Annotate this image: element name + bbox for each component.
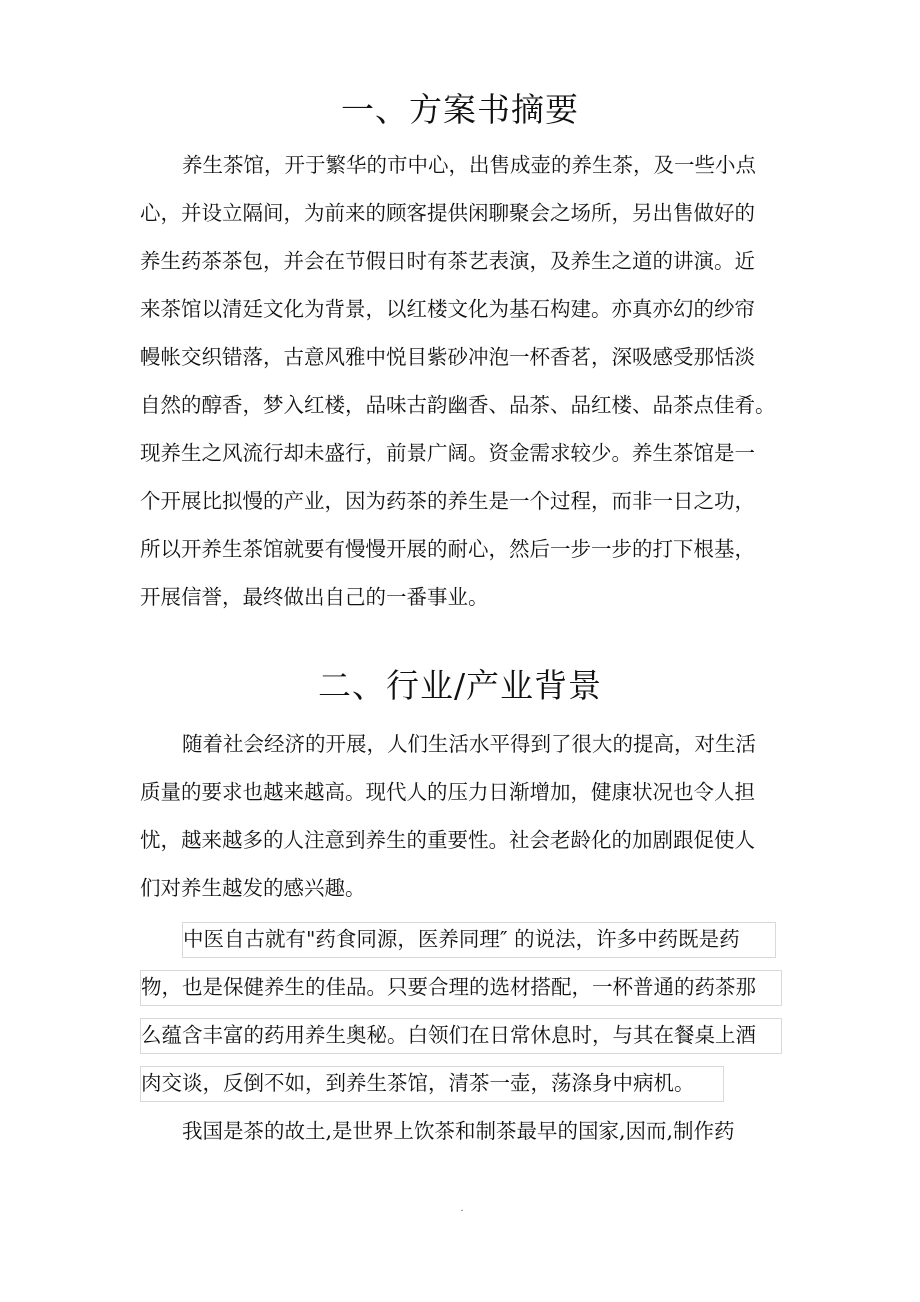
section-heading-industry-background: 二、行业/产业背景 [317,666,603,705]
text-line: 我国是茶的故土,是世界上饮茶和制茶最早的国家,因而,制作药 [182,1119,735,1143]
text-line: 养生药茶茶包，并会在节假日时有茶艺表演，及养生之道的讲演。近 [140,249,755,273]
highlighted-text-line: 肉交谈，反倒不如，到养生茶馆，清茶一壶，荡涤身中病机。 [140,1066,724,1102]
text-line: 个开展比拟慢的产业，因为药茶的养生是一个过程，而非一日之功， [140,489,755,513]
highlighted-text-line: 物，也是保健养生的佳品。只要合理的选材搭配，一杯普通的药茶那 [140,970,782,1006]
text-line: 自然的醇香，梦入红楼，品味古韵幽香、品茶、品红楼、品茶点佳肴。 [140,393,776,417]
text-line: 养生茶馆，开于繁华的市中心，出售成壶的养生茶，及一些小点 [182,153,756,177]
text-line: 现养生之风流行却未盛行，前景广阔。资金需求较少。养生茶馆是一 [140,441,755,465]
text-line: 开展信誉，最终做出自己的一番事业。 [140,585,489,609]
page-footer-mark: . [460,1203,464,1214]
text-line: 来茶馆以清廷文化为背景，以红楼文化为基石构建。亦真亦幻的纱帘 [140,297,755,321]
text-line: 心，并设立隔间，为前来的顾客提供闲聊聚会之场所，另出售做好的 [140,201,755,225]
text-line: 随着社会经济的开展，人们生活水平得到了很大的提高，对生活 [182,732,756,756]
text-line: 幔帐交织错落，古意风雅中悦目紫砂冲泡一杯香茗，深吸感受那恬淡 [140,345,755,369]
text-line: 质量的要求也越来越高。现代人的压力日渐增加，健康状况也令人担 [140,780,755,804]
section-heading-summary: 一、方案书摘要 [341,90,579,129]
text-line: 忧，越来越多的人注意到养生的重要性。社会老龄化的加剧跟促使人 [140,828,755,852]
highlighted-text-line: 中医自古就有"药食同源，医养同理″ 的说法，许多中药既是药 [182,922,776,958]
highlighted-text-line: 么蕴含丰富的药用养生奥秘。白领们在日常休息时，与其在餐桌上酒 [140,1018,782,1054]
text-line: 们对养生越发的感兴趣。 [140,876,366,900]
text-line: 所以开养生茶馆就要有慢慢开展的耐心，然后一步一步的打下根基， [140,537,755,561]
